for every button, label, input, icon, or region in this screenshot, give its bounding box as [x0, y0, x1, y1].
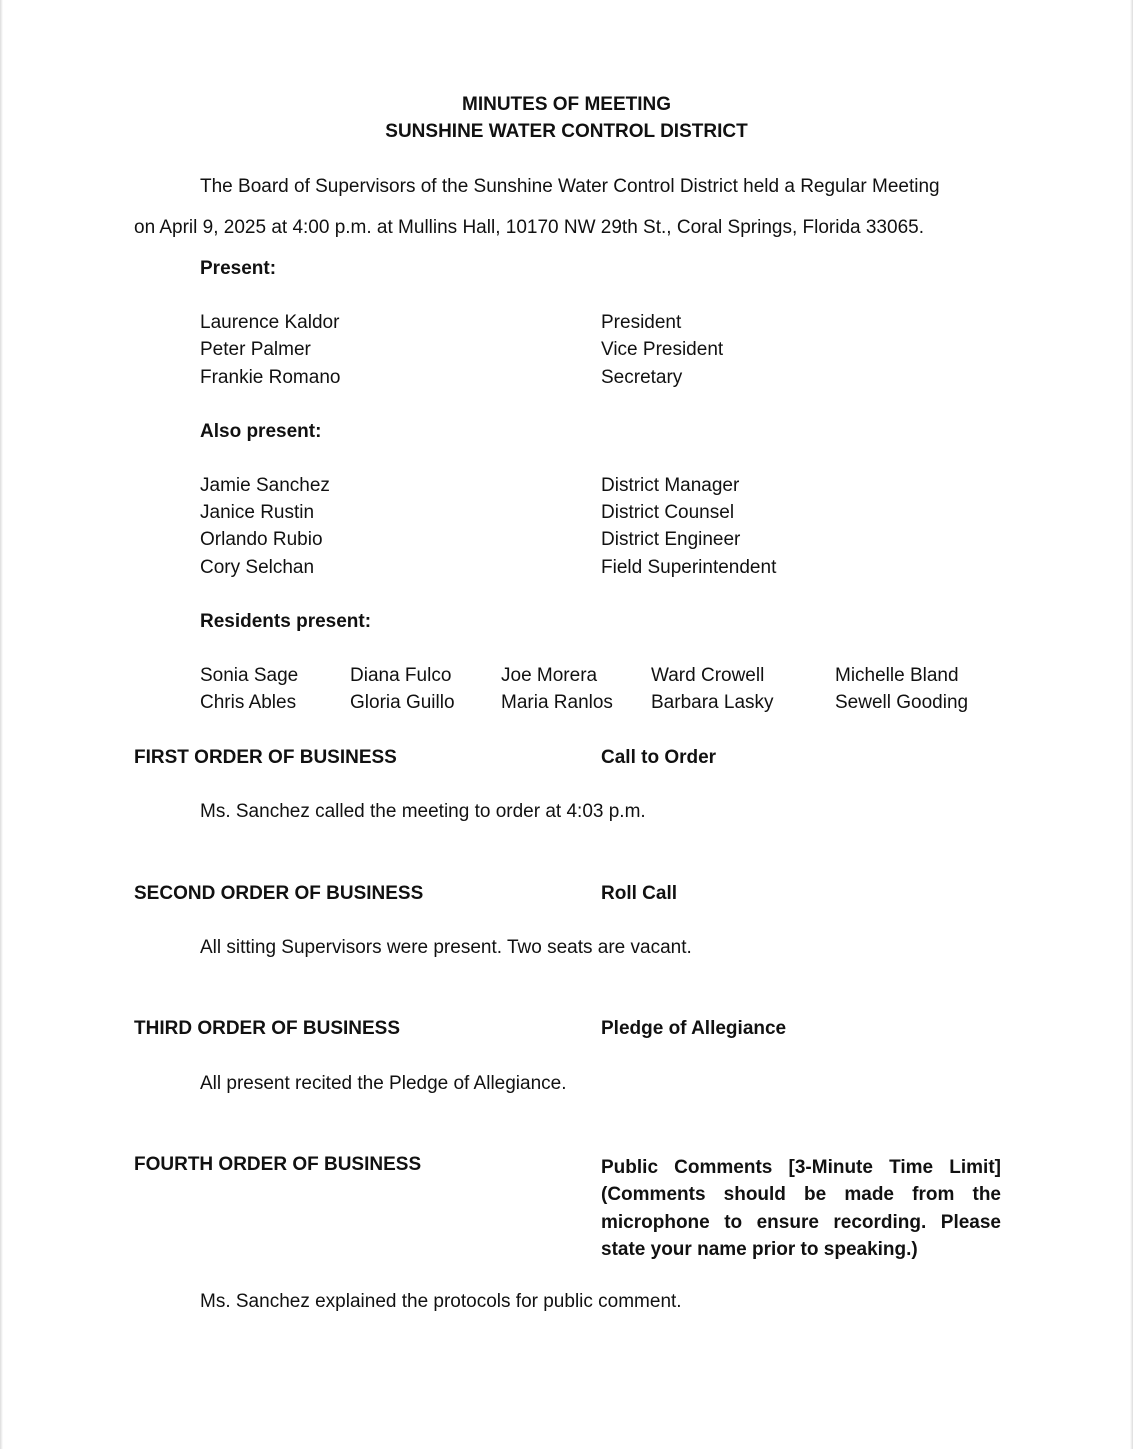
business-topic-fourth-line: Public Comments [3-Minute Time Limit]	[601, 1157, 1001, 1178]
resident-name: Sonia Sage	[200, 665, 299, 686]
present-role: President	[601, 312, 682, 333]
present-name: Peter Palmer	[200, 339, 311, 360]
resident-name: Joe Morera	[501, 665, 598, 686]
resident-name: Chris Ables	[200, 692, 297, 713]
resident-name: Ward Crowell	[651, 665, 765, 686]
present-heading: Present:	[200, 258, 277, 279]
business-heading-second: SECOND ORDER OF BUSINESS	[134, 883, 424, 904]
business-topic-fourth-line: (Comments should be made from the	[601, 1184, 1001, 1206]
resident-name: Diana Fulco	[350, 665, 452, 686]
business-topic-fourth-line: state your name prior to speaking.)	[601, 1238, 918, 1260]
page-edge-left	[0, 0, 3, 1449]
resident-name: Sewell Gooding	[835, 692, 969, 713]
staff-role: District Counsel	[601, 502, 735, 523]
document-title-line1: MINUTES OF MEETING	[462, 94, 671, 115]
staff-name: Jamie Sanchez	[200, 475, 330, 496]
business-topic-third: Pledge of Allegiance	[601, 1018, 787, 1039]
business-topic-fourth-line: microphone to ensure recording. Please	[601, 1211, 1001, 1233]
business-text-fourth: Ms. Sanchez explained the protocols for public comment.	[200, 1291, 682, 1312]
business-topic-second: Roll Call	[601, 883, 678, 904]
business-heading-third: THIRD ORDER OF BUSINESS	[134, 1018, 401, 1039]
residents-heading: Residents present:	[200, 611, 372, 632]
staff-role: District Engineer	[601, 529, 741, 550]
present-role: Secretary	[601, 367, 683, 388]
business-heading-fourth: FOURTH ORDER OF BUSINESS	[134, 1154, 422, 1175]
staff-name: Janice Rustin	[200, 502, 315, 523]
present-role: Vice President	[601, 339, 724, 360]
business-text-third: All present recited the Pledge of Allegiance.	[200, 1073, 567, 1094]
resident-name: Maria Ranlos	[501, 692, 613, 713]
resident-name: Gloria Guillo	[350, 692, 455, 713]
resident-name: Michelle Bland	[835, 665, 959, 686]
present-name: Frankie Romano	[200, 367, 341, 388]
staff-name: Orlando Rubio	[200, 529, 323, 550]
also-present-heading: Also present:	[200, 421, 322, 442]
business-topic-first: Call to Order	[601, 747, 717, 768]
business-text-second: All sitting Supervisors were present. Two seats are vacant.	[200, 937, 692, 958]
resident-name: Barbara Lasky	[651, 692, 774, 713]
business-text-first: Ms. Sanchez called the meeting to order at 4:03 p.m.	[200, 801, 646, 822]
staff-role: Field Superintendent	[601, 557, 777, 578]
staff-role: District Manager	[601, 475, 740, 496]
business-heading-first: FIRST ORDER OF BUSINESS	[134, 747, 397, 768]
present-name: Laurence Kaldor	[200, 312, 340, 333]
staff-name: Cory Selchan	[200, 557, 315, 578]
intro-line-2: on April 9, 2025 at 4:00 p.m. at Mullins Hall, 10170 NW 29th St., Coral Springs, Florida 33065.	[134, 217, 924, 238]
business-topic-fourth	[601, 1154, 1001, 1263]
document-title-line2: SUNSHINE WATER CONTROL DISTRICT	[385, 121, 748, 142]
intro-line-1: The Board of Supervisors of the Sunshine Water Control District held a Regular Meeting	[200, 176, 940, 197]
